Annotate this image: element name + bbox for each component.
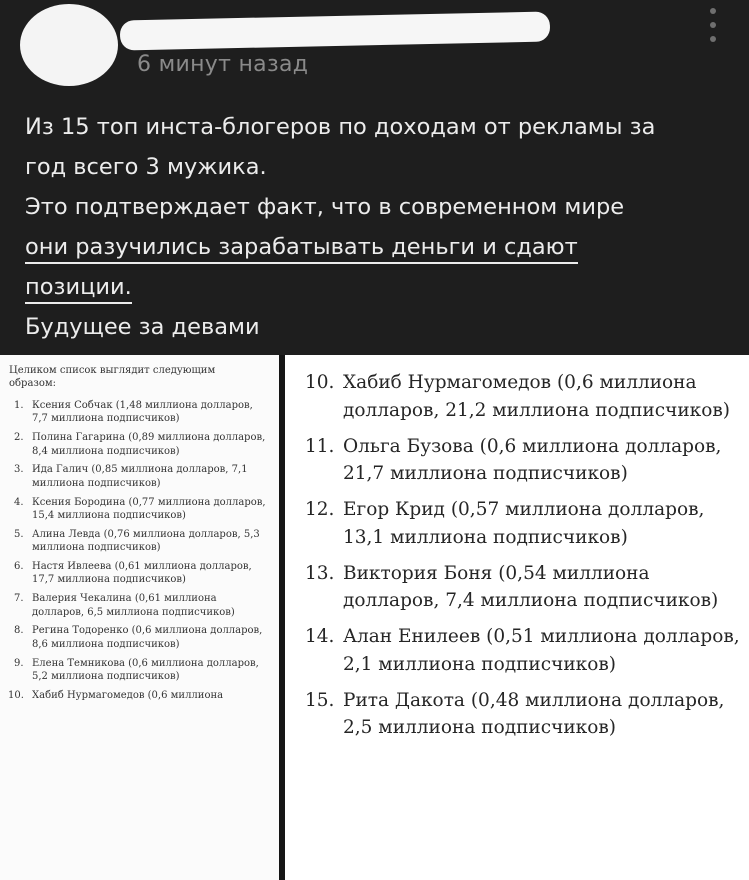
list-item [285, 687, 749, 742]
list-item-text: Виктория Боня (0,54 миллиона долларов, 7,4 миллиона подписчиков) [343, 562, 719, 611]
comment-line: Будущее за девами [25, 314, 260, 340]
list-item-text: Алина Левда (0,76 миллиона долларов, 5,3 миллиона подписчиков) [32, 528, 260, 554]
menu-dot [710, 8, 716, 14]
list-number: 6. [14, 561, 24, 573]
list-number: 3. [14, 464, 24, 476]
list-item-text: Рита Дакота (0,48 миллиона долларов, 2,5 миллиона подписчиков) [343, 689, 725, 738]
list-number: 4. [14, 496, 24, 508]
article-screenshot-right [285, 355, 749, 880]
comment-line-underlined [25, 267, 730, 307]
comment-line-underlined [25, 227, 730, 267]
list-item [0, 560, 270, 587]
avatar[interactable] [20, 4, 118, 86]
list-number: 10. [8, 689, 24, 701]
list-number: 10. [305, 372, 335, 393]
author-name-redacted [120, 12, 551, 51]
comment-text [25, 107, 730, 347]
list-item [0, 592, 270, 619]
ranking-list-left [0, 399, 270, 708]
list-item [285, 623, 749, 678]
list-item-text: Полина Гагарина (0,89 миллиона долларов, 8,4 миллиона подписчиков) [32, 432, 266, 457]
menu-dot [710, 36, 716, 42]
list-item-text: Ольга Бузова (0,6 миллиона долларов, 21,7 миллиона подписчиков) [343, 435, 722, 484]
list-item-text: Ксения Бородина (0,77 миллиона долларов, 15,4 миллиона подписчиков) [32, 496, 266, 522]
comment-line: Из 15 топ инста-блогеров по доходам от рекламы за [25, 114, 656, 140]
list-number: 9. [14, 657, 24, 669]
list-number: 8. [14, 625, 24, 637]
list-item-text: Настя Ивлеева (0,61 миллиона долларов, 17,7 миллиона подписчиков) [32, 561, 252, 586]
list-item-text: Регина Тодоренко (0,6 миллиона долларов, 8,6 миллиона подписчиков) [32, 625, 263, 650]
list-item [0, 528, 270, 555]
list-number: 7. [14, 593, 24, 605]
list-item [0, 463, 270, 490]
underlined-text: позиции. [25, 274, 132, 304]
list-number: 11. [305, 435, 335, 457]
list-item-text: Хабиб Нурмагомедов (0,6 миллиона [32, 689, 224, 701]
list-item-text: Елена Темникова (0,6 миллиона долларов, 5,2 миллиона подписчиков) [32, 657, 259, 683]
list-intro: Целиком список выглядит следующим образом: [9, 365, 216, 390]
list-item-text: Алан Енилеев (0,51 миллиона долларов, 2,1 миллиона подписчиков) [343, 626, 740, 675]
list-number: 13. [305, 562, 335, 584]
list-item [0, 689, 270, 702]
list-item [0, 624, 270, 651]
list-item [0, 496, 270, 523]
list-item-text: Егор Крид (0,57 миллиона долларов, 13,1 миллиона подписчиков) [343, 499, 705, 548]
list-number: 5. [14, 528, 24, 540]
underlined-text: они разучились зарабатывать деньги и сдают [25, 234, 578, 264]
list-item [285, 369, 749, 424]
menu-dot [710, 22, 716, 28]
comment-line: год всего 3 мужика. [25, 154, 267, 180]
list-item-text: Ксения Собчак (1,48 миллиона долларов, 7,7 миллиона подписчиков) [32, 400, 253, 425]
list-number: 2. [14, 432, 24, 444]
list-item [0, 431, 270, 458]
comment-timestamp: 6 минут назад [137, 52, 309, 77]
list-item [0, 657, 270, 684]
more-vertical-icon[interactable] [706, 8, 720, 42]
comment-card [0, 0, 749, 355]
list-number: 15. [305, 689, 335, 711]
list-item [285, 433, 749, 488]
list-item [0, 399, 270, 426]
list-number: 1. [14, 400, 24, 411]
list-item-text: Хабиб Нурмагомедов (0,6 миллиона долларов, 21,2 миллиона подписчиков) [343, 372, 731, 421]
list-item-text: Валерия Чекалина (0,61 миллиона долларов, 6,5 миллиона подписчиков) [32, 593, 235, 618]
list-number: 12. [305, 499, 335, 520]
comment-line: Это подтверждает факт, что в современном мире [25, 194, 625, 220]
list-number: 14. [305, 626, 335, 647]
list-item [285, 560, 749, 615]
list-item-text: Ида Галич (0,85 миллиона долларов, 7,1 миллиона подписчиков) [32, 464, 248, 489]
article-screenshot-left [0, 355, 280, 880]
ranking-list-right [285, 369, 749, 750]
list-item [285, 496, 749, 551]
